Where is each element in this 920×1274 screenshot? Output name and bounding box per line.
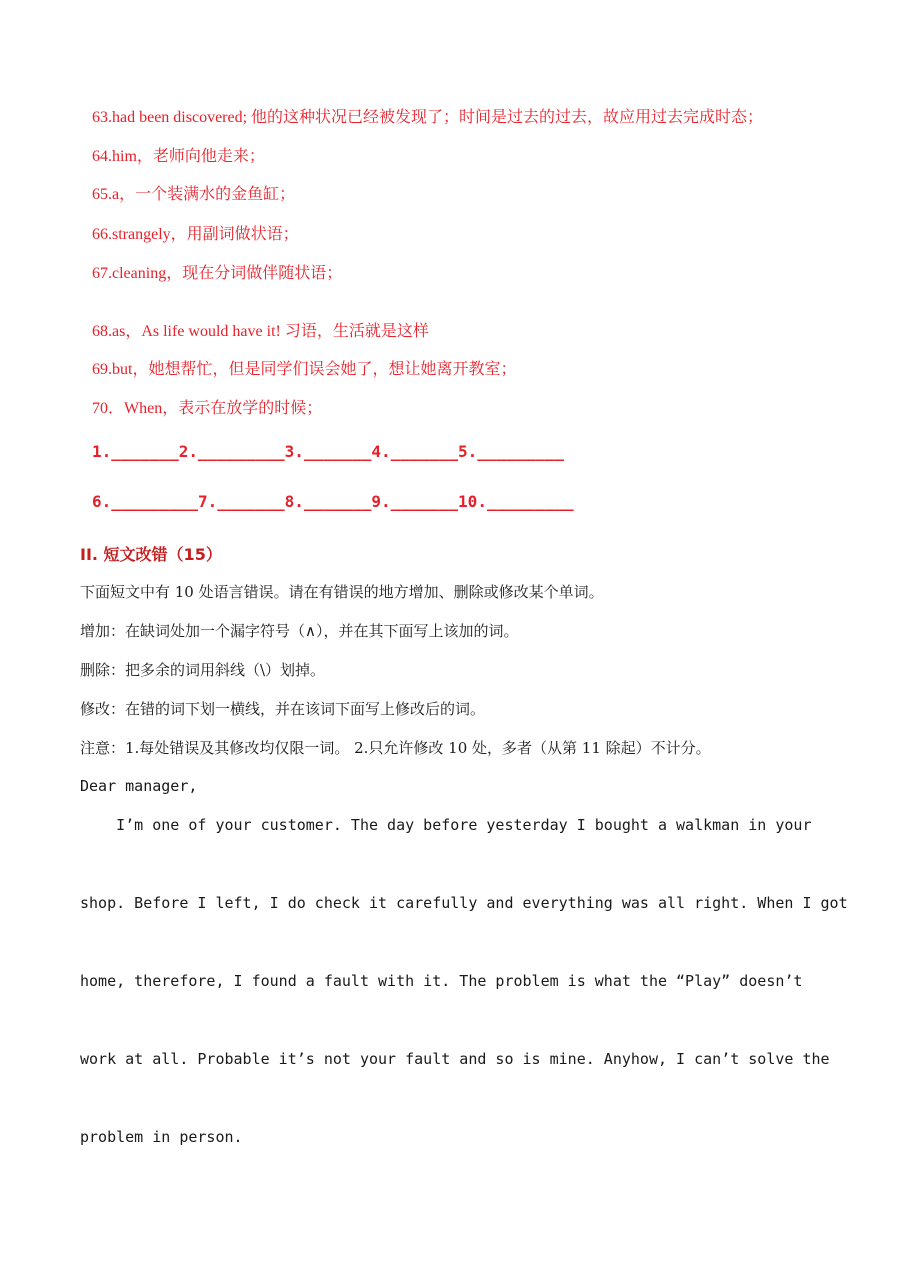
- answer-blanks-row-2: 6._________7._______8._______9._______10._________: [92, 492, 574, 511]
- answer-64: 64.him，老师向他走来；: [92, 148, 265, 165]
- instruction-note: 注意：1.每处错误及其修改均仅限一词。 2.只允许修改 10 处，多者（从第 11 除起）不计分。: [80, 739, 711, 757]
- letter-salutation: Dear manager,: [80, 777, 198, 795]
- answer-63: 63.had been discovered; 他的这种状况已经被发现了；时间是过去的过去，故应用过去完成时态；: [92, 109, 764, 126]
- section-title: II. 短文改错（15）: [80, 545, 222, 564]
- instruction-add: 增加：在缺词处加一个漏字符号（∧），并在其下面写上该加的词。: [80, 622, 519, 640]
- letter-line-4: work at all. Probable it’s not your fault and so is mine. Anyhow, I can’t solve the: [80, 1050, 830, 1068]
- answer-67: 67.cleaning，现在分词做伴随状语；: [92, 265, 343, 282]
- instruction-delete: 删除：把多余的词用斜线（\）划掉。: [80, 661, 326, 679]
- letter-line-3: home, therefore, I found a fault with it. The problem is what the “Play” doesn’t: [80, 972, 803, 990]
- letter-line-2: shop. Before I left, I do check it carefully and everything was all right. When I got: [80, 894, 848, 912]
- letter-line-5: problem in person.: [80, 1128, 243, 1146]
- instruction-intro: 下面短文中有 10 处语言错误。请在有错误的地方增加、删除或修改某个单词。: [80, 583, 604, 601]
- answer-69: 69.but，她想帮忙，但是同学们误会她了，想让她离开教室；: [92, 361, 517, 378]
- answer-68: 68.as，As life would have it! 习语，生活就是这样: [92, 323, 429, 340]
- answer-blanks-row-1: 1._______2._________3._______4._______5._________: [92, 442, 565, 461]
- letter-line-1: I’m one of your customer. The day before yesterday I bought a walkman in your: [80, 816, 812, 834]
- answer-70: 70．When，表示在放学的时候；: [92, 400, 323, 417]
- instruction-modify: 修改：在错的词下划一横线，并在该词下面写上修改后的词。: [80, 700, 486, 718]
- answer-66: 66.strangely，用副词做状语；: [92, 226, 299, 243]
- answer-65: 65.a，一个装满水的金鱼缸；: [92, 186, 296, 203]
